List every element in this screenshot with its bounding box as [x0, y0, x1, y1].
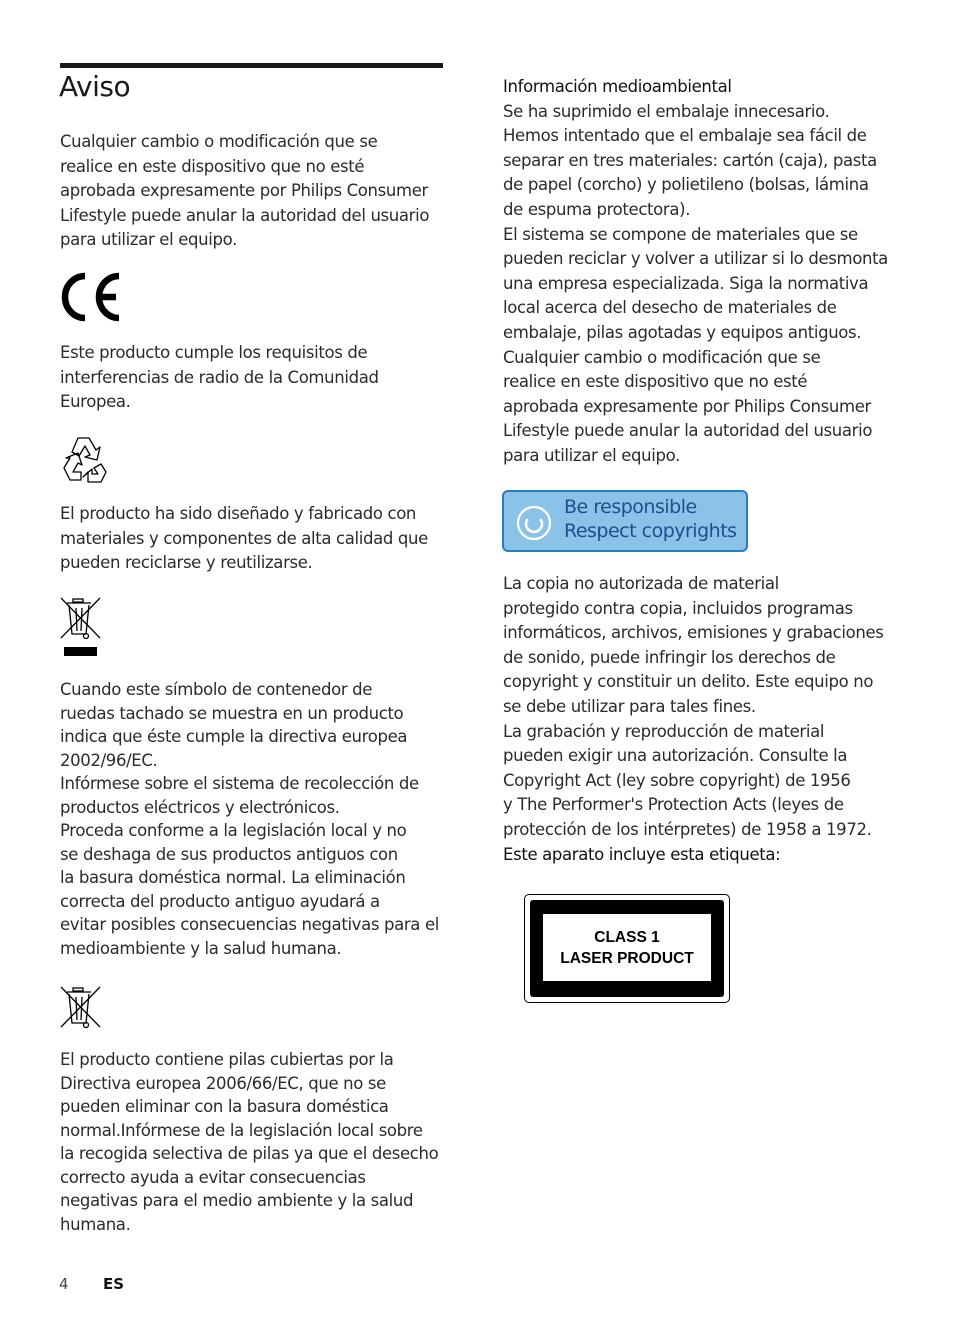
crossed-bin-battery-icon	[58, 983, 104, 1031]
intro-paragraph: Cualquier cambio o modificación que se realice en este dispositivo que no esté aprobada expresamente por Philips Consumer Lifestyle puede anular la autoridad del usuario para utilizar el equipo.	[60, 132, 430, 250]
environment-heading: Información medioambiental	[503, 77, 732, 96]
laser-product: LASER PRODUCT	[560, 949, 694, 967]
recycle-icon	[59, 434, 109, 486]
laser-class: CLASS 1	[594, 928, 660, 946]
recycle-paragraph: El producto ha sido diseñado y fabricado con materiales y componentes de alta calidad que pueden reciclarse y reutilizarse.	[60, 504, 428, 573]
title-rule	[60, 63, 443, 68]
battery-paragraph: El producto contiene pilas cubiertas por la Directiva europea 2006/66/EC, que no se pueden eliminar con la basura doméstica normal.Infórmese de la legislación local sobre la recogida selectiva de pilas ya que el desecho correcto ayuda a evitar consecuencias negativas para el medio ambiente y la salud humana.	[60, 1050, 439, 1234]
label-notice: Este aparato incluye esta etiqueta:	[503, 844, 781, 864]
environment-paragraph: Información medioambiental Se ha suprimido el embalaje innecesario. Hemos intentado que el embalaje sea fácil de separar en tres materiales: cartón (caja), pasta de papel (corcho) y polietileno (bolsas, lámina de espuma protectora). El sistema se compone de materiales que se pueden reciclar y volver a utilizar si lo desmonta una empresa especializada. Siga la normativa local acerca del desecho de materiales de embalaje, pilas agotadas y equipos antiguos. Cualquier cambio o modificación que se realice en este dispositivo que no esté aprobada expresamente por Philips Consumer Lifestyle puede anular la autoridad del usuario para utilizar el equipo.	[503, 77, 888, 465]
laser-label	[524, 894, 730, 1003]
copyright-paragraph: La copia no autorizada de material protegido contra copia, incluidos programas informáticos, archivos, emisiones y grabaciones de sonido, puede infringir los derechos de copyright y constituir un delito. Este equipo no se debe utilizar para tales fines. La grabación y reproducción de material pueden exigir una autorización. Consulte la Copyright Act (ley sobre copyright) de 1956 y The Performer's Protection Acts (leyes de protección de los intérpretes) de 1958 a 1972. Este aparato incluye esta etiqueta:	[503, 572, 884, 867]
ce-mark-icon	[58, 270, 126, 324]
page-title: Aviso	[59, 70, 131, 103]
language-code: ES	[103, 1275, 125, 1293]
copyright-badge	[502, 490, 748, 552]
crossed-bin-icon	[58, 594, 104, 660]
page-number: 4	[59, 1275, 69, 1293]
copyright-power-icon	[516, 505, 552, 541]
badge-text: Be responsible Respect copyrights	[564, 496, 737, 542]
ce-paragraph: Este producto cumple los requisitos de interferencias de radio de la Comunidad Europea.	[60, 343, 379, 412]
weee-paragraph: Cuando este símbolo de contenedor de ruedas tachado se muestra en un producto indica que éste cumple la directiva europea 2002/96/EC. Infórmese sobre el sistema de recolección de productos eléctricos y electrónicos. Proceda conforme a la legislación local y no se deshaga de sus productos antiguos con la basura doméstica normal. La eliminación correcta del producto antiguo ayudará a evitar posibles consecuencias negativas para el medioambiente y la salud humana.	[60, 680, 440, 958]
